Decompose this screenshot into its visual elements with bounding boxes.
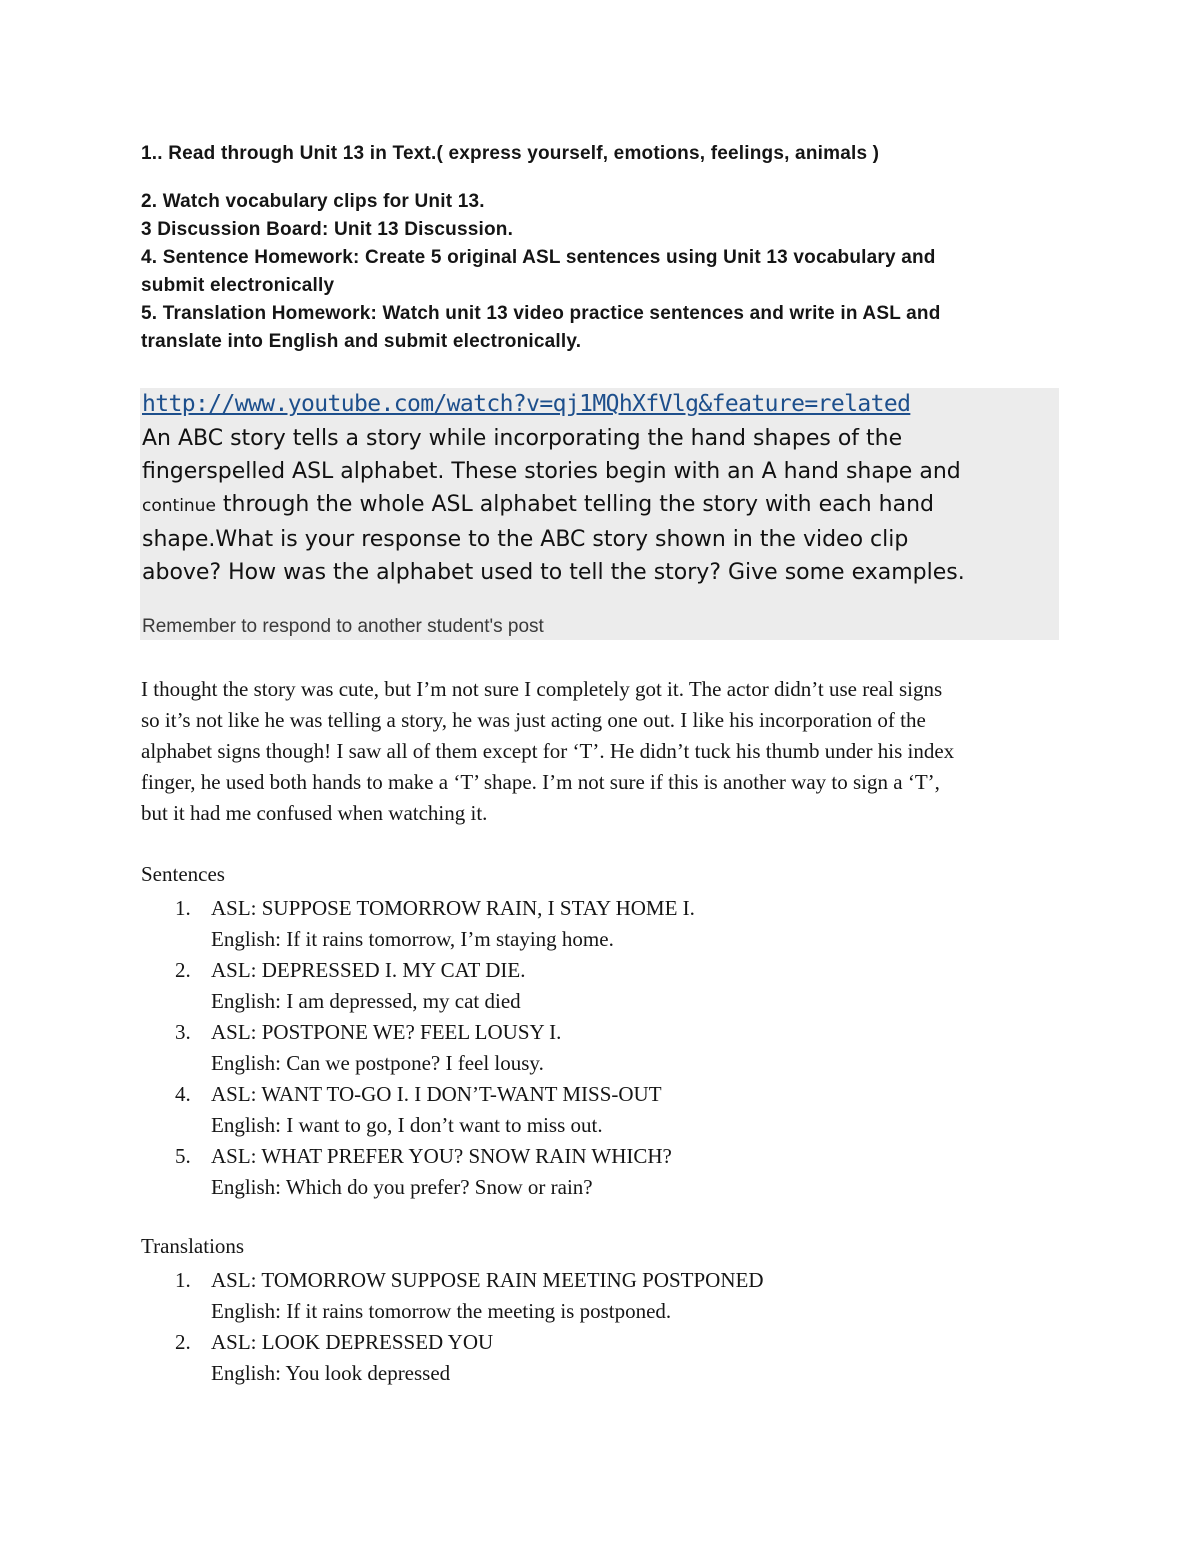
list-number: 4. <box>175 1082 191 1106</box>
asl-sentence: ASL: LOOK DEPRESSED YOU <box>211 1330 494 1354</box>
list-item <box>141 955 1041 1017</box>
list-item <box>141 1017 1041 1079</box>
english-sentence: English: I am depressed, my cat died <box>211 989 521 1013</box>
asl-sentence: ASL: POSTPONE WE? FEEL LOUSY I. <box>211 1020 562 1044</box>
list-item <box>141 893 1041 955</box>
assignment-item-5: 5. Translation Homework: Watch unit 13 video practice sentences and write in ASL and <box>141 303 941 324</box>
prompt-line-2: fingerspelled ASL alphabet. These stories begin with an A hand shape and <box>142 459 961 484</box>
assignment-item-1: 1.. Read through Unit 13 in Text.( express yourself, emotions, feelings, animals ) <box>141 143 880 164</box>
response-line-3: alphabet signs though! I saw all of them except for ‘T’. He didn’t tuck his thumb under his index <box>141 739 955 763</box>
list-number: 2. <box>175 958 191 982</box>
list-item <box>141 1079 1041 1141</box>
prompt-line-3 <box>142 488 1052 523</box>
response-line-4: finger, he used both hands to make a ‘T’ shape. I’m not sure if this is another way to sign a ‘T’, <box>141 770 940 794</box>
asl-sentence: ASL: WHAT PREFER YOU? SNOW RAIN WHICH? <box>211 1144 672 1168</box>
list-item <box>141 1327 1041 1389</box>
english-sentence: English: Which do you prefer? Snow or rain? <box>211 1175 593 1199</box>
reminder-text: Remember to respond to another student's post <box>142 616 544 637</box>
english-sentence: English: You look depressed <box>211 1361 451 1385</box>
assignment-list <box>141 188 1051 356</box>
english-sentence: English: If it rains tomorrow, I’m staying home. <box>211 927 614 951</box>
sentences-heading: Sentences <box>141 862 225 886</box>
asl-sentence: ASL: TOMORROW SUPPOSE RAIN MEETING POSTPONED <box>211 1268 764 1292</box>
list-number: 2. <box>175 1330 191 1354</box>
prompt-line-3-rest: through the whole ASL alphabet telling the story with each hand <box>215 492 935 517</box>
sentences-list <box>141 893 1041 1203</box>
list-number: 5. <box>175 1144 191 1168</box>
response-line-1: I thought the story was cute, but I’m not sure I completely got it. The actor didn’t use real signs <box>141 677 943 701</box>
translations-list <box>141 1265 1041 1389</box>
list-number: 1. <box>175 1268 191 1292</box>
assignment-item-3: 3 Discussion Board: Unit 13 Discussion. <box>141 219 514 240</box>
student-response <box>141 674 1061 829</box>
english-sentence: English: I want to go, I don’t want to miss out. <box>211 1113 603 1137</box>
list-item <box>141 1265 1041 1327</box>
response-line-5: but it had me confused when watching it. <box>141 801 488 825</box>
assignment-item-4-cont: submit electronically <box>141 275 335 296</box>
asl-sentence: ASL: WANT TO-GO I. I DON’T-WANT MISS-OUT <box>211 1082 662 1106</box>
prompt-line-4: shape.What is your response to the ABC story shown in the video clip <box>142 527 909 552</box>
prompt-line-5: above? How was the alphabet used to tell the story? Give some examples. <box>142 560 965 585</box>
assignment-item-4: 4. Sentence Homework: Create 5 original ASL sentences using Unit 13 vocabulary and <box>141 247 936 268</box>
english-sentence: English: Can we postpone? I feel lousy. <box>211 1051 544 1075</box>
list-number: 1. <box>175 896 191 920</box>
discussion-prompt <box>142 422 1052 589</box>
prompt-line-1: An ABC story tells a story while incorporating the hand shapes of the <box>142 426 903 451</box>
asl-sentence: ASL: SUPPOSE TOMORROW RAIN, I STAY HOME I. <box>211 896 695 920</box>
prompt-line-3-small: continue <box>142 496 216 516</box>
video-link[interactable]: http://www.youtube.com/watch?v=qj1MQhXfVlg&feature=related <box>142 391 911 417</box>
english-sentence: English: If it rains tomorrow the meeting is postponed. <box>211 1299 672 1323</box>
assignment-item-2: 2. Watch vocabulary clips for Unit 13. <box>141 191 485 212</box>
asl-sentence: ASL: DEPRESSED I. MY CAT DIE. <box>211 958 526 982</box>
list-item <box>141 1141 1041 1203</box>
translations-heading: Translations <box>141 1234 245 1258</box>
list-number: 3. <box>175 1020 191 1044</box>
response-line-2: so it’s not like he was telling a story, he was just acting one out. I like his incorporation of the <box>141 708 926 732</box>
assignment-item-5-cont: translate into English and submit electronically. <box>141 331 582 352</box>
